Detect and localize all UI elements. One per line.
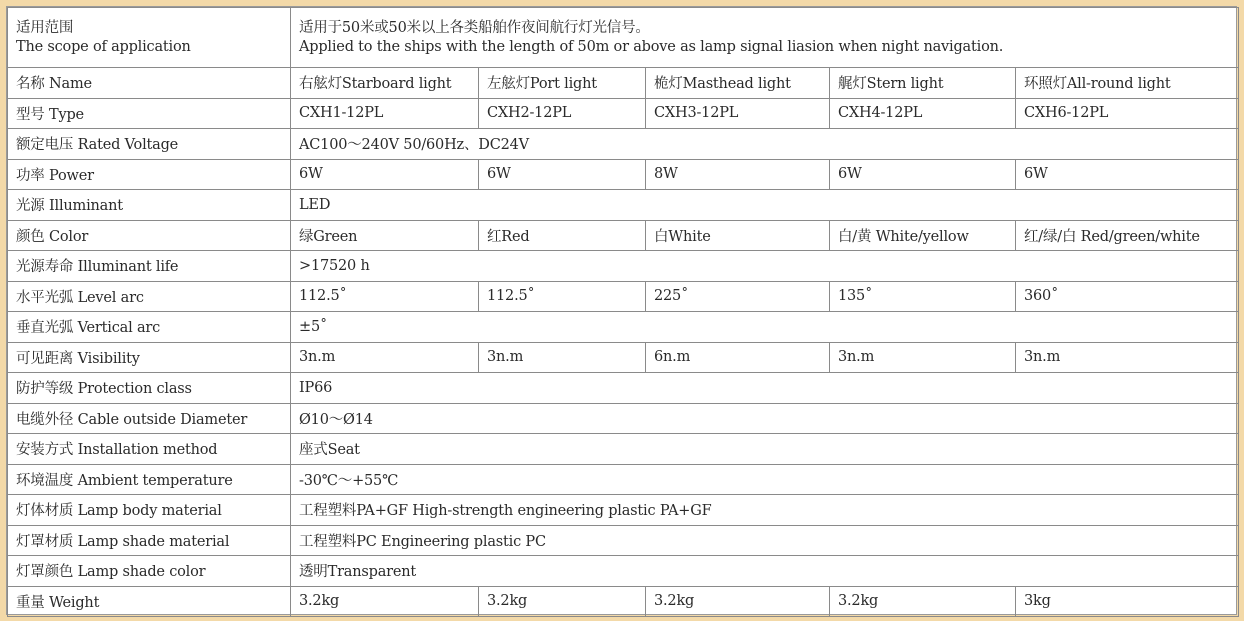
row-value: 白/黄 White/yellow: [830, 220, 1016, 251]
table-row: [8, 281, 1239, 312]
row-value: 6W: [830, 159, 1016, 190]
row-value: 3.2kg: [291, 586, 479, 617]
row-value: 工程塑料PA+GF High-strength engineering plastic PA+GF: [291, 495, 1239, 526]
row-value: CXH3-12PL: [646, 98, 830, 129]
row-value: 环照灯All-round light: [1016, 68, 1239, 99]
row-value: CXH1-12PL: [291, 98, 479, 129]
table-row: [8, 403, 1239, 434]
row-value: 8W: [646, 159, 830, 190]
table-row: [8, 312, 1239, 343]
row-value: 红/绿/白 Red/green/white: [1016, 220, 1239, 251]
row-value: CXH4-12PL: [830, 98, 1016, 129]
row-label: 灯罩材质 Lamp shade material: [8, 525, 291, 556]
row-value: 6n.m: [646, 342, 830, 373]
row-value: 3.2kg: [830, 586, 1016, 617]
table-row: [8, 495, 1239, 526]
scope-label-cell: [8, 8, 291, 68]
row-label: 重量 Weight: [8, 586, 291, 617]
table-row: [8, 190, 1239, 221]
row-value: >17520 h: [291, 251, 1239, 282]
table-row: [8, 556, 1239, 587]
row-value: CXH6-12PL: [1016, 98, 1239, 129]
table-row: [8, 464, 1239, 495]
scope-row: [8, 8, 1239, 68]
row-value: 3.2kg: [479, 586, 646, 617]
row-value: 3n.m: [479, 342, 646, 373]
row-value: 3n.m: [830, 342, 1016, 373]
row-value: 6W: [291, 159, 479, 190]
row-label: 可见距离 Visibility: [8, 342, 291, 373]
row-value: 3kg: [1016, 586, 1239, 617]
row-label: 环境温度 Ambient temperature: [8, 464, 291, 495]
row-label: 名称 Name: [8, 68, 291, 99]
scope-label-en: The scope of application: [16, 38, 191, 55]
row-label: 灯罩颜色 Lamp shade color: [8, 556, 291, 587]
row-label: 安装方式 Installation method: [8, 434, 291, 465]
row-value: 225˚: [646, 281, 830, 312]
row-value: IP66: [291, 373, 1239, 404]
row-value: 6W: [1016, 159, 1239, 190]
row-value: Ø10～Ø14: [291, 403, 1239, 434]
row-value: 红Red: [479, 220, 646, 251]
row-value: 透明Transparent: [291, 556, 1239, 587]
row-label: 电缆外径 Cable outside Diameter: [8, 403, 291, 434]
row-label: 光源寿命 Illuminant life: [8, 251, 291, 282]
row-value: 桅灯Masthead light: [646, 68, 830, 99]
row-label: 功率 Power: [8, 159, 291, 190]
spec-table: [7, 7, 1239, 617]
scope-value-zh: 适用于50米或50米以上各类船舶作夜间航行灯光信号。: [299, 19, 650, 36]
row-value: 112.5˚: [291, 281, 479, 312]
row-label: 防护等级 Protection class: [8, 373, 291, 404]
row-label: 灯体材质 Lamp body material: [8, 495, 291, 526]
row-value: -30℃～+55℃: [291, 464, 1239, 495]
table-row: [8, 159, 1239, 190]
table-row: [8, 220, 1239, 251]
row-value: AC100～240V 50/60Hz、DC24V: [291, 129, 1239, 160]
row-label: 额定电压 Rated Voltage: [8, 129, 291, 160]
row-value: 6W: [479, 159, 646, 190]
row-value: LED: [291, 190, 1239, 221]
row-value: 艉灯Stern light: [830, 68, 1016, 99]
row-value: 3n.m: [291, 342, 479, 373]
table-row: [8, 586, 1239, 617]
row-value: 3.2kg: [646, 586, 830, 617]
row-value: 座式Seat: [291, 434, 1239, 465]
table-row: [8, 129, 1239, 160]
row-label: 光源 Illuminant: [8, 190, 291, 221]
row-value: 右舷灯Starboard light: [291, 68, 479, 99]
row-value: 白White: [646, 220, 830, 251]
table-row: [8, 98, 1239, 129]
table-row: [8, 434, 1239, 465]
scope-value-en: Applied to the ships with the length of 50m or above as lamp signal liasion when night navigation.: [299, 38, 1004, 55]
row-value: 112.5˚: [479, 281, 646, 312]
table-row: [8, 68, 1239, 99]
row-value: 绿Green: [291, 220, 479, 251]
row-value: 135˚: [830, 281, 1016, 312]
row-value: 左舷灯Port light: [479, 68, 646, 99]
row-label: 垂直光弧 Vertical arc: [8, 312, 291, 343]
row-label: 水平光弧 Level arc: [8, 281, 291, 312]
table-row: [8, 525, 1239, 556]
row-value: 360˚: [1016, 281, 1239, 312]
row-value: CXH2-12PL: [479, 98, 646, 129]
row-label: 型号 Type: [8, 98, 291, 129]
table-row: [8, 251, 1239, 282]
scope-value-cell: [291, 8, 1239, 68]
row-value: 3n.m: [1016, 342, 1239, 373]
row-value: ±5˚: [291, 312, 1239, 343]
row-label: 颜色 Color: [8, 220, 291, 251]
table-row: [8, 373, 1239, 404]
table-row: [8, 342, 1239, 373]
spec-sheet: [6, 6, 1237, 615]
scope-label-zh: 适用范围: [16, 19, 74, 36]
row-value: 工程塑料PC Engineering plastic PC: [291, 525, 1239, 556]
